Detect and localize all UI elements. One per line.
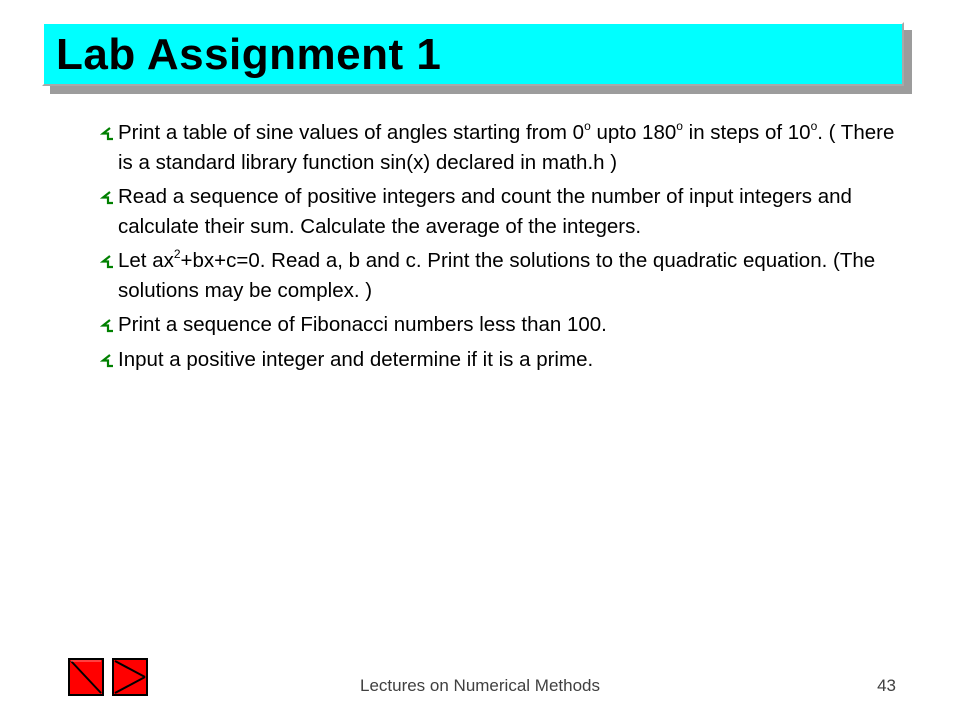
bullet-item (100, 182, 910, 242)
bullet-text-segment: Print a table of sine values of angles starting from 0 (118, 121, 585, 144)
bullet-item (100, 246, 910, 306)
bullet-arrow-icon (100, 255, 116, 269)
bullet-text-segment: Input a positive integer and determine if it is a prime. (118, 348, 594, 371)
bullet-text (118, 121, 894, 174)
bullet-arrow-icon (100, 127, 116, 141)
bullet-text-segment: Print a sequence of Fibonacci numbers less than 100. (118, 313, 607, 336)
bullet-text-segment: . ( There is a standard library function sin(x) declared in math.h ) (118, 121, 895, 174)
bullet-text (118, 249, 875, 302)
bullet-item (100, 310, 910, 340)
bullet-item (100, 118, 910, 178)
bullet-arrow-icon (100, 191, 116, 205)
bullet-arrow-icon (100, 354, 116, 368)
superscript: o (676, 119, 683, 133)
bullet-text-segment: Let ax (118, 249, 174, 272)
bullet-list (100, 118, 910, 380)
superscript: o (584, 119, 591, 133)
slide-title: Lab Assignment 1 (56, 30, 442, 79)
bullet-text (118, 185, 852, 238)
superscript: 2 (173, 247, 181, 261)
bullet-arrow-icon (100, 319, 116, 333)
title-bar (42, 22, 904, 86)
bullet-text-segment: upto 180 (590, 121, 677, 144)
bullet-text-segment: Read a sequence of positive integers and count the number of input integers and calculate their sum. Calculate the average of the integers. (118, 185, 852, 238)
bullet-text (118, 313, 607, 336)
bullet-text (118, 348, 593, 371)
superscript: o (810, 119, 818, 133)
footer-title: Lectures on Numerical Methods (359, 676, 600, 695)
bullet-text-segment: +bx+c=0. Read a, b and c. Print the solutions to the quadratic equation. (The solutions may be complex. ) (118, 249, 876, 302)
bullet-item (100, 345, 910, 375)
bullet-text-segment: in steps of 10 (682, 121, 811, 144)
slide-number: 43 (877, 676, 896, 695)
